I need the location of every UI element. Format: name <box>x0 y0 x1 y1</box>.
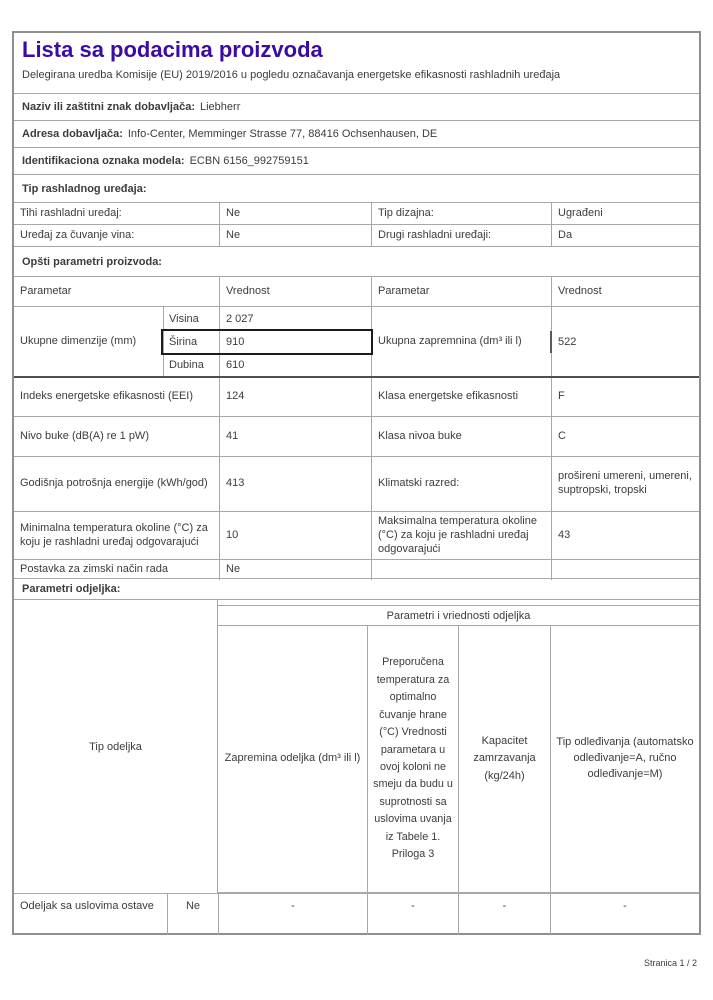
table-cell: 10 <box>219 512 371 559</box>
page-number: Stranica 1 / 2 <box>643 958 697 968</box>
column-header: Vrednost <box>219 277 371 306</box>
table-cell <box>551 560 699 580</box>
column-header: Kapacitet zamrzavanja (kg/24h) <box>458 626 550 893</box>
table-cell: 124 <box>219 378 371 416</box>
compartment-row-cell: - <box>550 893 699 935</box>
table-cell: 41 <box>219 417 371 456</box>
table-cell: Ne <box>219 225 371 246</box>
section-compartment: Parametri odjeljka: <box>14 578 699 599</box>
compartment-type-header: Tip odeljka <box>14 600 218 893</box>
compartment-row-label: Odeljak sa uslovima ostave <box>14 893 167 935</box>
table-cell: Maksimalna temperatura okoline (°C) za koju je rashladni uređaj odgovarajući <box>371 512 551 559</box>
page-title: Lista sa podacima proizvoda <box>22 37 323 62</box>
model-identifier-value: ECBN 6156_992759151 <box>189 155 309 167</box>
type-table-row-1 <box>14 202 699 224</box>
supplier-address-row <box>14 120 699 147</box>
regulation-subtitle: Delegirana uredba Komisije (EU) 2019/2016 u pogledu označavanja energetske efikasnosti rashladnih uređaja <box>22 69 561 82</box>
model-identifier-row <box>14 147 699 174</box>
table-cell: Klimatski razred: <box>371 457 551 511</box>
compartment-row-cell: - <box>458 893 550 935</box>
compartment-row-flag: Ne <box>167 893 218 935</box>
table-cell: F <box>551 378 699 416</box>
column-header: Parametar <box>371 277 551 306</box>
table-cell: Ne <box>219 560 371 580</box>
table-cell: prošireni umereni, umereni, suptropski, tropski <box>551 457 699 511</box>
table-cell: Ugrađeni <box>551 203 699 224</box>
table-cell: Da <box>551 225 699 246</box>
column-header: Vrednost <box>551 277 699 306</box>
table-cell: Uređaj za čuvanje vina: <box>20 228 135 241</box>
supplier-name-value: Liebherr <box>200 101 241 113</box>
table-cell: Ne <box>219 203 371 224</box>
table-cell: 413 <box>219 457 371 511</box>
general-table-row <box>14 376 699 416</box>
dimensions-label: Ukupne dimenzije (mm) <box>20 335 137 348</box>
table-cell <box>371 560 551 580</box>
compartment-row-cell: - <box>218 893 367 935</box>
table-cell: Godišnja potrošnja energije (kWh/god) <box>20 477 208 490</box>
supplier-name-row <box>14 93 699 120</box>
supplier-address-value: Info-Center, Memminger Strasse 77, 88416 Ochsenhausen, DE <box>127 128 438 140</box>
dimension-value: 610 <box>219 353 371 376</box>
general-table-row <box>14 559 699 578</box>
table-cell: Minimalna temperatura okoline (°C) za koju je rashladni uređaj odgovarajući <box>20 521 208 548</box>
column-header: Tip odleđivanja (automatsko odleđivanje=A, ručno odleđivanje=M) <box>550 626 699 893</box>
model-identifier-label: Identifikaciona oznaka modela: <box>22 155 185 167</box>
column-header: Preporučena temperatura za optimalno čuvanje hrane (°C) Vrednosti parametara u ovoj koloni ne smeju da budu u suprotnosti sa uslovima uvanja iz Tabele 1. Priloga 3 <box>367 626 458 893</box>
general-table-row <box>14 511 699 559</box>
dimensions-row <box>14 306 699 376</box>
dimension-value: 910 <box>219 330 371 353</box>
type-table-row-2 <box>14 224 699 246</box>
supplier-address-label: Adresa dobavljača: <box>22 128 123 140</box>
dimension-value: 2 027 <box>219 307 371 330</box>
section-type: Tip rashladnog uređaja: <box>14 174 699 202</box>
product-fiche <box>12 31 701 935</box>
compartment-row-cell: - <box>367 893 458 935</box>
table-cell: 43 <box>551 512 699 559</box>
general-table-header <box>14 276 699 306</box>
dimension-key: Širina <box>163 330 219 353</box>
total-volume-value: 522 <box>551 307 699 376</box>
general-table-row <box>14 456 699 511</box>
general-table-row <box>14 416 699 456</box>
table-cell: C <box>551 417 699 456</box>
dimension-key: Dubina <box>163 353 219 376</box>
table-cell: Postavka za zimski način rada <box>20 563 168 575</box>
total-volume-label: Ukupna zapremnina (dm³ ili l) <box>371 307 551 376</box>
table-cell: Tip dizajna: <box>371 203 551 224</box>
table-cell: Klasa nivoa buke <box>371 417 551 456</box>
compartment-params-header: Parametri i vriednosti odjeljka <box>218 600 699 626</box>
table-cell: Drugi rashladni uređaji: <box>371 225 551 246</box>
section-general: Opšti parametri proizvoda: <box>14 246 699 276</box>
table-cell: Nivo buke (dB(A) re 1 pW) <box>20 429 149 442</box>
table-cell: Klasa energetske efikasnosti <box>371 378 551 416</box>
table-cell: Tihi rashladni uređaj: <box>20 206 122 219</box>
column-header: Zapremina odeljka (dm³ ili l) <box>218 626 367 893</box>
title-block <box>14 33 699 93</box>
dimension-key: Visina <box>163 307 219 330</box>
supplier-name-label: Naziv ili zaštitni znak dobavljača: <box>22 101 195 113</box>
column-header: Parametar <box>20 284 72 297</box>
compartment-table <box>14 599 699 934</box>
table-cell: Indeks energetske efikasnosti (EEI) <box>20 390 194 403</box>
